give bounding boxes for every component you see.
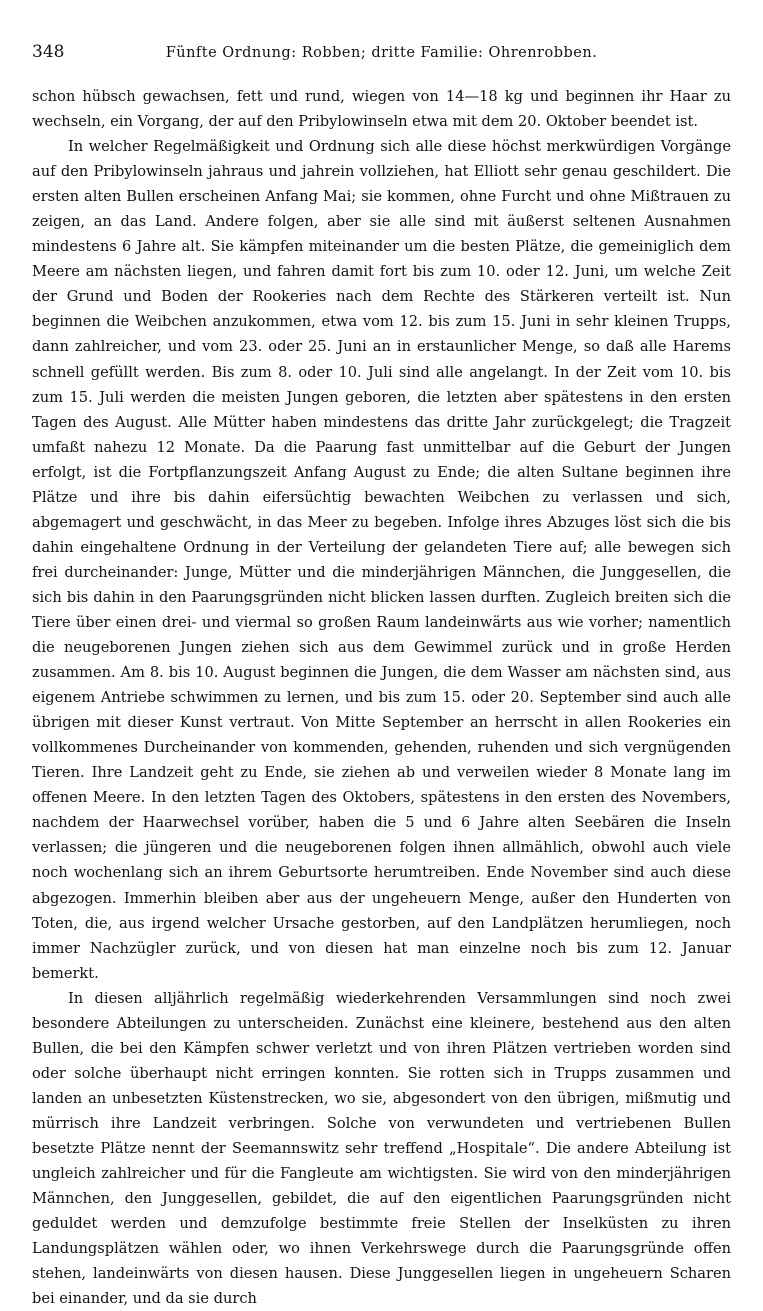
paragraph-special-groups: In diesen alljährlich regelmäßig wiederkehrenden Versammlungen sind noch zwei besondere Abteilungen zu unterscheiden. Zunächst eine kleinere, bestehend aus den alten Bullen, die bei den Kämpfen schwer verletzt und von ihren Plätzen vertrieben worden sind oder solche überhaupt nicht erringen konnten. Sie rotten sich in Trupps zusammen und landen an unbesetzten Küstenstrecken, wo sie, abgesondert von den übrigen, mißmutig und mürrisch ihre Landzeit verbringen. Solche von verwundeten und vertriebenen Bullen besetzte Plätze nennt der Seemannswitz sehr treffend „Hospitale“. Die andere Abteilung ist ungleich zahlreicher und für die Fangleute am wichtigsten. Sie wird von den minderjährigen Männchen, den Junggesellen, gebildet, die auf den eigentlichen Paarungsgründen nicht geduldet werden und demzufolge bestimmte freie Stellen der Inselküsten zu ihren Landungsplätzen wählen oder, wo ihnen Verkehrswege durch die Paarungsgründe offen stehen, landeinwärts von diesen hausen. Diese Junggesellen liegen in ungeheuern Scharen bei einander, und da sie durch [32,989,731,1308]
running-head-title: Fünfte Ordnung: Robben; dritte Familie: Ohrenrobben. [165,45,598,61]
running-head [32,42,731,70]
paragraph-continuation: schon hübsch gewachsen, fett und rund, wiegen von 14—18 kg und beginnen ihr Haar zu wechseln, ein Vorgang, der auf den Pribylowinseln etwa mit dem 20. Oktober beendet ist. [32,88,731,131]
page-number: 348 [32,42,65,62]
body-text [32,84,731,1311]
paragraph-elliott-account: In welcher Regelmäßigkeit und Ordnung sich alle diese höchst merkwürdigen Vorgänge auf den Pribylowinseln jahraus und jahrein vollziehen, hat Elliott sehr genau geschildert. Die ersten alten Bullen erscheinen Anfang Mai; sie kommen, ohne Furcht und ohne Mißtrauen zu zeigen, an das Land. Andere folgen, aber sie alle sind mit äußerst seltenen Ausnahmen mindestens 6 Jahre alt. Sie kämpfen miteinander um die besten Plätze, die gemeiniglich dem Meere am nächsten liegen, und fahren damit fort bis zum 10. oder 12. Juni, um welche Zeit der Grund und Boden der Rookeries nach dem Rechte des Stärkeren verteilt ist. Nun beginnen die Weibchen anzukommen, etwa vom 12. bis zum 15. Juni in sehr kleinen Trupps, dann zahlreicher, und vom 23. oder 25. Juni an in erstaunlicher Menge, so daß alle Harems schnell gefüllt werden. Bis zum 8. oder 10. Juli sind alle angelangt. In der Zeit vom 10. bis zum 15. Juli werden die meisten Jungen geboren, die letzten aber spätestens in den ersten Tagen des August. Alle Mütter haben mindestens das dritte Jahr zurückgelegt; die Tragzeit umfaßt nahezu 12 Monate. Da die Paarung fast unmittelbar auf die Geburt der Jungen erfolgt, ist die Fortpflanzungszeit Anfang August zu Ende; die alten Sultane beginnen ihre Plätze und ihre bis dahin eifersüchtig bewachten Weibchen zu verlassen und sich, abgemagert und geschwächt, in das Meer zu begeben. Infolge ihres Abzuges löst sich die bis dahin eingehaltene Ordnung in der Verteilung der gelandeten Tiere auf; alle bewegen sich frei durcheinander: Junge, Mütter und die minderjährigen Männchen, die Junggesellen, die sich bis dahin in den Paarungsgründen nicht blicken lassen durften. Zugleich breiten sich die Tiere über einen drei- und viermal so großen Raum landeinwärts aus wie vorher; namentlich die neugeborenen Jungen ziehen sich aus dem Gewimmel zurück und in große Herden zusammen. Am 8. bis 10. August beginnen die Jungen, die dem Wasser am nächsten sind, aus eigenem Antriebe schwimmen zu lernen, und bis zum 15. oder 20. September sind auch alle übrigen mit dieser Kunst vertraut. Von Mitte September an herrscht in allen Rookeries ein vollkommenes Durcheinander von kommenden, gehenden, ruhenden und sich vergnügenden Tieren. Ihre Landzeit geht zu Ende, sie ziehen ab und verweilen wieder 8 Monate lang im offenen Meere. In den letzten Tagen des Oktobers, spätestens in den ersten des Novembers, nachdem der Haarwechsel vorüber, haben die 5 und 6 Jahre alten Seebären die Inseln verlassen; die jüngeren und die neugeborenen folgen ihnen allmählich, obwohl auch viele noch wochenlang sich an ihrem Geburtsorte herumtreiben. Ende November sind auch diese abgezogen. Immerhin bleiben aber aus der ungeheuern Menge, außer den Hunderten von Toten, die, aus irgend welcher Ursache gestorben, auf den Landplätzen herumliegen, noch immer Nachzügler zurück, und von diesen hat man einzelne noch bis zum 12. Januar bemerkt. [32,138,731,982]
